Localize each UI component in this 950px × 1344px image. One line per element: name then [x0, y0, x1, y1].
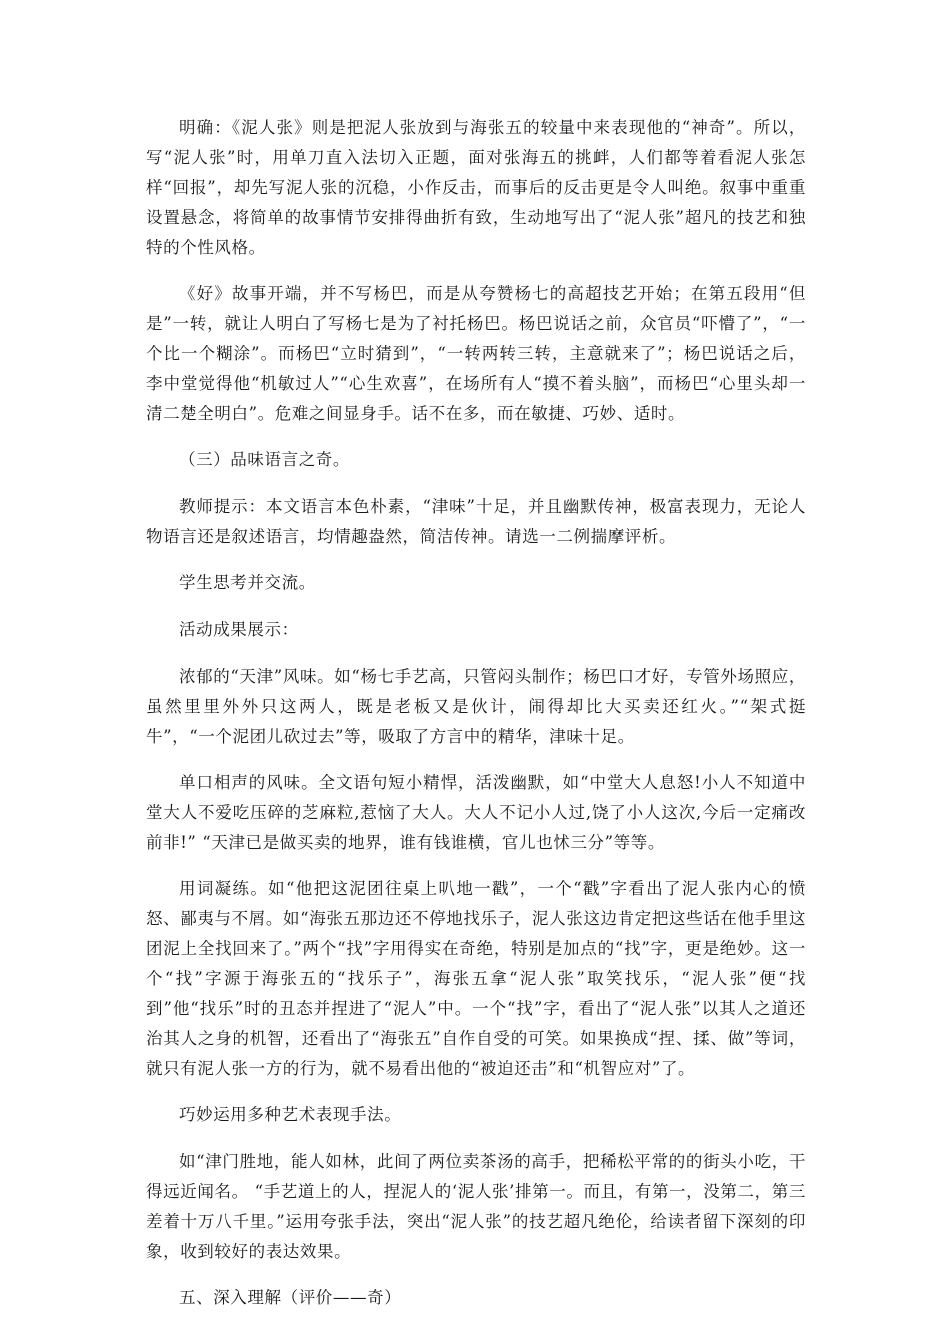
paragraph-student-discussion: 学生思考并交流。 — [179, 573, 316, 592]
section-heading-language: （三）品味语言之奇。 — [179, 450, 350, 469]
document-body — [146, 113, 806, 1329]
paragraph-art-techniques: 巧妙运用多种艺术表现手法。 — [179, 1105, 402, 1124]
paragraph-results-label: 活动成果展示： — [179, 620, 299, 639]
paragraph-teacher-hint: 教师提示：本文语言本色朴素，“津味”十足，并且幽默传神，极富表现力，无论人物语言还是叙述语言，均情趣盎然，简洁传神。请选一二例揣摩评析。 — [146, 497, 806, 546]
paragraph-tianjin-flavor: 浓郁的“天津”风味。如“杨七手艺高，只管闷头制作；杨巴口才好，专管外场照应，虽然里里外外只这两人，既是老板又是伙计，闹得却比大买卖还红火。”“架式挺牛”，“一个泥团儿砍过去”等，吸取了方言中的精华，津味十足。 — [146, 667, 806, 746]
paragraph-word-choice: 用词凝练。如“他把这泥团往桌上叭地一戳”，一个“戳”字看出了泥人张内心的愤怒、鄙夷与不屑。如“海张五那边还不停地找乐子，泥人张这边肯定把这些话在他手里这团泥上全找回来了。”两个“找”字用得实在奇绝，特别是加点的“找”字，更是绝妙。这一个“找”字源于海张五的“找乐子”，海张五拿“泥人张”取笑找乐，“泥人张”便“找到”他“找乐”时的丑态并捏进了“泥人”中。一个“找”字，看出了“泥人张”以其人之道还治其人之身的机智，还看出了“海张五”自作自受的可笑。如果换成“捏、揉、做”等词，就只有泥人张一方的行为，就不易看出他的“被迫还击”和“机智应对”了。 — [146, 879, 806, 1078]
paragraph-2: 《好》故事开端，并不写杨巴，而是从夸赞杨七的高超技艺开始；在第五段用“但是”一转，就让人明白了写杨七是为了衬托杨巴。杨巴说话之前，众官员“吓懵了”，“一个比一个糊涂”。而杨巴“立时猜到”，“一转两转三转，主意就来了”；杨巴说话之后，李中堂觉得他“机敏过人”“心生欢喜”，在场所有人“摸不着头脑”，而杨巴“心里头却一清二楚全明白”。危难之间显身手。话不在多，而在敏捷、巧妙、适时。 — [146, 284, 806, 423]
paragraph-exaggeration: 如“津门胜地，能人如林，此间了两位卖茶汤的高手，把稀松平常的的街头小吃，干得远近闻名。 “手艺道上的人，捏泥人的‘泥人张’排第一。而且，有第一，没第二，第三差着十万八千里。”运用夸张手法，突出“泥人张”的技艺超凡绝伦，给读者留下深刻的印象，收到较好的表达效果。 — [146, 1152, 806, 1261]
paragraph-1: 明确：《泥人张》则是把泥人张放到与海张五的较量中来表现他的“神奇”。所以，写“泥人张”时，用单刀直入法切入正题，面对张海五的挑衅，人们都等着看泥人张怎样“回报”，却先写泥人张的沉稳，小作反击，而事后的反击更是令人叫绝。叙事中重重设置悬念，将简单的故事情节安排得曲折有致，生动地写出了“泥人张”超凡的技艺和独特的个性风格。 — [146, 118, 806, 257]
paragraph-crosstalk-flavor: 单口相声的风味。全文语句短小精悍，活泼幽默，如“中堂大人息怒!小人不知道中堂大人不爱吃压碎的芝麻粒,惹恼了大人。大人不记小人过,饶了小人这次,今后一定痛改前非!” “天津已是做买卖的地界，谁有钱谁横，官儿也怵三分”等等。 — [146, 773, 806, 852]
section-heading-deep-understanding: 五、深入理解（评价——奇） — [179, 1288, 402, 1307]
